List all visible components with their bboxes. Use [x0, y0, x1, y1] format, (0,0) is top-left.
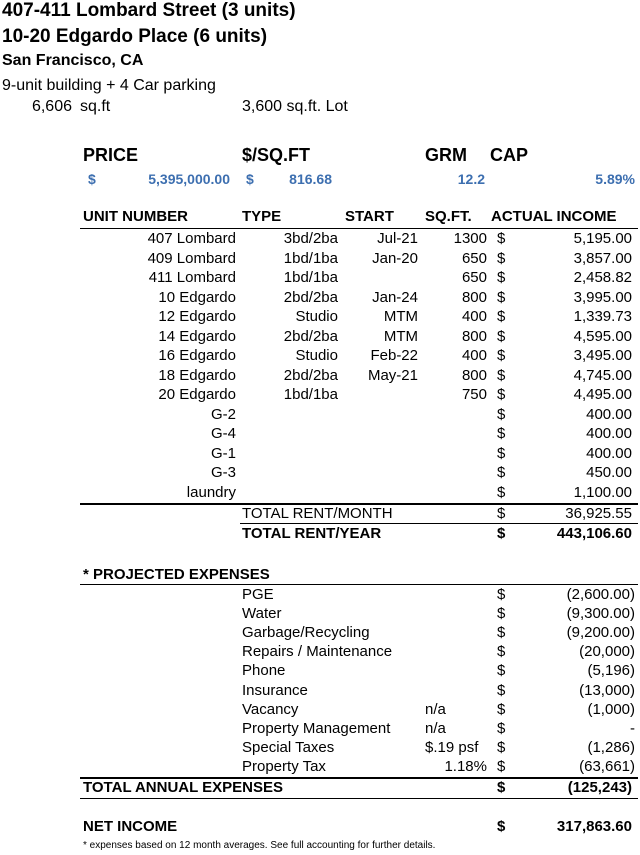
unit-income: 1,339.73: [573, 308, 632, 325]
unit-income-currency: $: [497, 249, 506, 267]
lot-size: 3,600 sq.ft. Lot: [242, 98, 348, 115]
building-sqft-unit: sq.ft: [80, 98, 111, 115]
unit-start: Feb-22: [370, 347, 418, 364]
unit-income-currency: $: [497, 230, 506, 247]
expense-label: Vacancy: [242, 700, 299, 718]
unit-start: MTM: [383, 327, 418, 345]
unit-income: 400.00: [586, 444, 632, 462]
unit-income-currency: $: [497, 366, 506, 384]
unit-sqft: 400: [461, 347, 487, 364]
unit-income-currency: $: [497, 327, 506, 345]
unit-number: G-4: [210, 425, 236, 442]
expense-note: n/a: [425, 719, 446, 737]
expenses-title: * PROJECTED EXPENSES: [83, 566, 270, 583]
unit-income: 4,745.00: [573, 366, 632, 384]
title-edgardo: 10-20 Edgardo Place (6 units): [2, 26, 268, 47]
total-expenses-label: TOTAL ANNUAL EXPENSES: [83, 779, 284, 796]
ppsf-label: $/SQ.FT: [242, 145, 311, 165]
building-description: 9-unit building + 4 Car parking: [2, 77, 216, 94]
expense-label: PGE: [242, 586, 274, 603]
unit-income: 4,595.00: [573, 327, 632, 345]
unit-income: 450.00: [586, 464, 632, 481]
unit-income: 4,495.00: [573, 386, 632, 403]
expense-amount: (63,661): [579, 757, 635, 775]
expense-amount: (5,196): [587, 662, 635, 680]
unit-sqft: 800: [461, 327, 487, 345]
unit-income: 3,495.00: [573, 347, 632, 364]
expense-currency: $: [497, 681, 506, 699]
unit-number: 409 Lombard: [147, 249, 236, 267]
unit-income-currency: $: [497, 444, 506, 462]
unit-sqft: 750: [461, 386, 487, 403]
unit-income: 400.00: [586, 425, 632, 442]
total-month-value: 36,925.55: [565, 505, 632, 522]
unit-type: 1bd/1ba: [283, 269, 338, 286]
expense-amount: (1,000): [587, 700, 635, 718]
unit-income-currency: $: [497, 308, 506, 325]
header-divider: [80, 228, 638, 229]
total-expenses-value: (125,243): [567, 779, 632, 796]
unit-sqft: 650: [461, 249, 487, 267]
unit-type: 2bd/2ba: [283, 366, 338, 384]
city: San Francisco, CA: [2, 52, 144, 69]
expense-currency: $: [497, 624, 506, 642]
expense-currency: $: [497, 719, 506, 737]
col-start: START: [345, 208, 394, 225]
unit-type: 1bd/1ba: [283, 386, 338, 403]
title-lombard: 407-411 Lombard Street (3 units): [2, 0, 296, 21]
expense-currency: $: [497, 738, 506, 756]
expense-label: Property Management: [242, 719, 391, 737]
building-sqft-value: 6,606: [31, 98, 72, 115]
unit-start: Jan-20: [372, 249, 418, 267]
expense-note: $.19 psf: [425, 738, 479, 756]
expense-currency: $: [497, 700, 506, 718]
unit-income-currency: $: [497, 425, 506, 442]
net-income-value: 317,863.60: [556, 818, 632, 835]
unit-income-currency: $: [497, 464, 506, 481]
col-type: TYPE: [242, 208, 282, 225]
expense-label: Insurance: [242, 681, 308, 699]
grm-label: GRM: [425, 145, 467, 165]
unit-income-currency: $: [497, 405, 506, 423]
unit-number: laundry: [186, 483, 236, 501]
unit-sqft: 800: [461, 366, 487, 384]
expense-amount: (1,286): [587, 738, 635, 756]
unit-number: 411 Lombard: [148, 269, 236, 286]
expenses-divider: [80, 584, 638, 585]
unit-number: G-2: [210, 405, 236, 423]
net-income-label: NET INCOME: [83, 818, 178, 835]
expense-note: n/a: [425, 700, 446, 718]
unit-number: G-1: [210, 444, 236, 462]
price-label: PRICE: [83, 145, 139, 165]
unit-income: 3,995.00: [573, 288, 632, 306]
unit-income: 3,857.00: [573, 249, 632, 267]
col-sqft: SQ.FT.: [425, 208, 472, 225]
unit-income-currency: $: [497, 483, 506, 501]
unit-number: 10 Edgardo: [158, 288, 236, 306]
unit-income-currency: $: [497, 288, 506, 306]
unit-type: Studio: [295, 347, 338, 364]
unit-income-currency: $: [497, 347, 506, 364]
expense-currency: $: [497, 757, 506, 775]
unit-number: 16 Edgardo: [158, 347, 236, 364]
expense-amount: (20,000): [579, 643, 635, 661]
price-value: 5,395,000.00: [148, 171, 230, 187]
total-year-label: TOTAL RENT/YEAR: [242, 525, 382, 542]
col-actual-income: ACTUAL INCOME: [491, 208, 617, 225]
expense-label: Property Tax: [242, 757, 326, 775]
unit-type: 3bd/2ba: [283, 230, 338, 247]
unit-income: 2,458.82: [573, 269, 632, 286]
expense-note: 1.18%: [444, 757, 487, 775]
footnote: * expenses based on 12 month averages. See full accounting for further details.: [83, 840, 436, 851]
col-unit-number: UNIT NUMBER: [83, 208, 188, 225]
expense-label: Phone: [242, 662, 286, 680]
total-month-currency: $: [497, 505, 506, 522]
unit-number: G-3: [210, 464, 236, 481]
grm-value: 12.2: [457, 171, 485, 187]
expense-label: Water: [242, 605, 282, 623]
price-currency: $: [88, 171, 96, 187]
unit-income: 400.00: [586, 405, 632, 423]
expense-amount: -: [630, 719, 635, 737]
expense-amount: (2,600.00): [566, 586, 635, 603]
total-year-currency: $: [497, 525, 506, 542]
unit-income: 1,100.00: [573, 483, 632, 501]
unit-number: 14 Edgardo: [158, 327, 236, 345]
unit-start: Jul-21: [377, 230, 418, 247]
unit-number: 18 Edgardo: [158, 366, 236, 384]
unit-type: 2bd/2ba: [283, 288, 338, 306]
cap-value: 5.89%: [595, 171, 635, 187]
unit-type: 1bd/1ba: [283, 249, 338, 267]
expense-amount: (9,300.00): [566, 605, 635, 623]
expense-label: Garbage/Recycling: [242, 624, 370, 642]
expenses-total-underline: [80, 798, 638, 799]
unit-type: Studio: [295, 308, 338, 325]
total-month-underline: [240, 523, 638, 524]
unit-number: 12 Edgardo: [158, 308, 236, 325]
unit-number: 20 Edgardo: [158, 386, 236, 403]
expense-currency: $: [497, 662, 506, 680]
total-year-value: 443,106.60: [556, 525, 632, 542]
unit-sqft: 800: [461, 288, 487, 306]
total-expenses-currency: $: [497, 779, 506, 796]
ppsf-currency: $: [246, 171, 254, 187]
unit-sqft: 650: [461, 269, 487, 286]
expense-currency: $: [497, 586, 506, 603]
unit-number: 407 Lombard: [147, 230, 236, 247]
unit-start: MTM: [383, 308, 418, 325]
unit-start: Jan-24: [372, 288, 418, 306]
unit-type: 2bd/2ba: [283, 327, 338, 345]
unit-sqft: 400: [461, 308, 487, 325]
ppsf-value: 816.68: [289, 171, 332, 187]
expense-amount: (13,000): [579, 681, 635, 699]
expense-currency: $: [497, 643, 506, 661]
unit-income: 5,195.00: [573, 230, 632, 247]
unit-sqft: 1300: [453, 230, 487, 247]
unit-start: May-21: [367, 366, 418, 384]
total-month-label: TOTAL RENT/MONTH: [242, 505, 393, 522]
expense-currency: $: [497, 605, 506, 623]
expense-label: Special Taxes: [242, 738, 335, 756]
cap-label: CAP: [490, 145, 529, 165]
expense-amount: (9,200.00): [566, 624, 635, 642]
net-income-currency: $: [497, 818, 506, 835]
unit-income-currency: $: [497, 386, 506, 403]
expense-label: Repairs / Maintenance: [242, 643, 393, 661]
unit-income-currency: $: [497, 269, 506, 286]
